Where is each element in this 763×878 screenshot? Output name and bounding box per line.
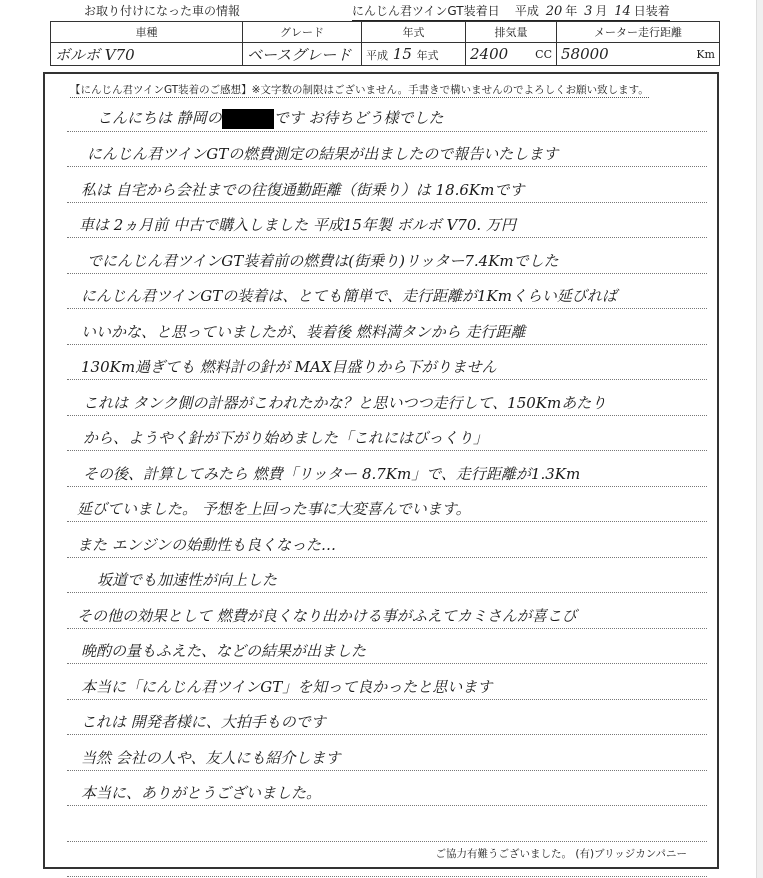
header-mileage: メーター走行距離 xyxy=(557,22,720,43)
comment-line-text: 130Km過ぎても 燃料計の針が MAX目盛りから下がりません xyxy=(81,358,497,376)
comment-line xyxy=(67,487,707,523)
comment-line xyxy=(67,593,707,629)
comment-line xyxy=(67,451,707,487)
comment-box xyxy=(43,72,719,869)
comment-line xyxy=(67,522,707,558)
comment-line xyxy=(67,700,707,736)
comment-line-text: 本当に「にんじん君ツインGT」を知って良かったと思います xyxy=(81,677,493,696)
install-label: にんじん君ツインGT装着日 xyxy=(352,4,500,18)
install-era: 平成 xyxy=(514,4,539,18)
section-title: お取り付けになった車の情報 xyxy=(84,4,241,18)
month-suffix: 月 xyxy=(595,4,608,18)
header-displacement: 排気量 xyxy=(466,22,557,43)
comment-line-text: 当然 会社の人や、友人にも紹介します xyxy=(81,748,341,767)
year-value: 平成 15 年式 xyxy=(362,43,466,66)
comment-line xyxy=(67,309,707,345)
comment-line-text: でにんじん君ツインGT装着前の燃費は(街乗り)リッター7.4Kmでした xyxy=(87,251,559,270)
header-year: 年式 xyxy=(362,22,466,43)
header-grade: グレード xyxy=(243,22,362,43)
comment-line xyxy=(67,735,707,771)
footer-thanks: ご協力有難うございました。 (有)ブリッジカンパニー xyxy=(435,848,687,860)
comment-instruction: 【にんじん君ツインGT装着のご感想】※文字数の制限はございません。手書きで構いませんのでよろしくお願い致します。 xyxy=(70,84,649,96)
mileage-value: 58000 Km xyxy=(557,43,720,66)
year-suffix: 年 xyxy=(565,4,578,18)
comment-line xyxy=(67,132,707,168)
comment-line-text: 坂道でも加速性が向上した xyxy=(97,571,278,589)
comment-line-text: にんじん君ツインGTの装着は、とても簡単で、走行距離が1Kmくらい延びれば xyxy=(81,287,617,305)
comment-line-text: 車は 2ヵ月前 中古で購入しました 平成15年製 ボルボ V70. 万円 xyxy=(79,216,516,234)
comment-line-text: その後、計算してみたら 燃費「リッター 8.7Km」で、走行距離が1.3Km xyxy=(83,464,581,483)
comment-line-text: これは タンク側の計器がこわれたかな？と思いつつ走行して、150Kmあたり xyxy=(83,393,607,412)
install-day: 14 xyxy=(614,4,631,19)
comment-line xyxy=(67,380,707,416)
comment-lines xyxy=(67,96,707,877)
scan-edge xyxy=(756,0,763,878)
comment-line-text: 延びていました。 予想を上回った事に大変喜んでいます。 xyxy=(77,500,471,518)
comment-line xyxy=(67,629,707,665)
comment-line xyxy=(67,664,707,700)
comment-line xyxy=(67,558,707,594)
comment-line-text: その他の効果として 燃費が良くなり出かける事がふえてカミさんが喜こび xyxy=(77,606,577,625)
displacement-value: 2400 CC xyxy=(466,43,557,66)
redacted-name xyxy=(222,109,274,129)
comment-line-text: にんじん君ツインGTの燃費測定の結果が出ましたので報告いたします xyxy=(87,145,559,163)
comment-line-text: 晩酌の量もふえた、などの結果が出ました xyxy=(81,642,367,660)
comment-line-text: 私は 自宅から会社までの往復通勤距離（街乗り）は 18.6Kmです xyxy=(81,180,525,199)
comment-line xyxy=(67,238,707,274)
vehicle-info-table xyxy=(50,21,720,66)
comment-line-text: これは 開発者様に、大拍手ものです xyxy=(81,713,326,731)
comment-line xyxy=(67,345,707,381)
header-model: 車種 xyxy=(51,22,243,43)
comment-line xyxy=(67,96,707,132)
comment-line-text: 本当に、ありがとうございました。 xyxy=(81,784,322,802)
comment-line xyxy=(67,167,707,203)
comment-line-text: こんにちは 静岡の です お待ちどう様でした xyxy=(97,108,444,127)
grade-value: ベースグレード xyxy=(243,43,362,66)
model-value: ボルボ V70 xyxy=(51,43,243,66)
install-month: 3 xyxy=(584,4,593,19)
comment-line xyxy=(67,771,707,807)
comment-line xyxy=(67,203,707,239)
install-date xyxy=(352,2,670,21)
empty-line xyxy=(67,806,707,842)
comment-line-text: から、ようやく針が下がり始めました「これにはびっくり」 xyxy=(83,429,489,447)
comment-line xyxy=(67,274,707,310)
day-suffix: 日装着 xyxy=(633,4,670,18)
comment-line-text: また エンジンの始動性も良くなった… xyxy=(77,535,337,554)
comment-line-text: いいかな、と思っていましたが、装着後 燃料満タンから 走行距離 xyxy=(81,322,526,341)
comment-line xyxy=(67,416,707,452)
install-year: 20 xyxy=(545,4,563,19)
